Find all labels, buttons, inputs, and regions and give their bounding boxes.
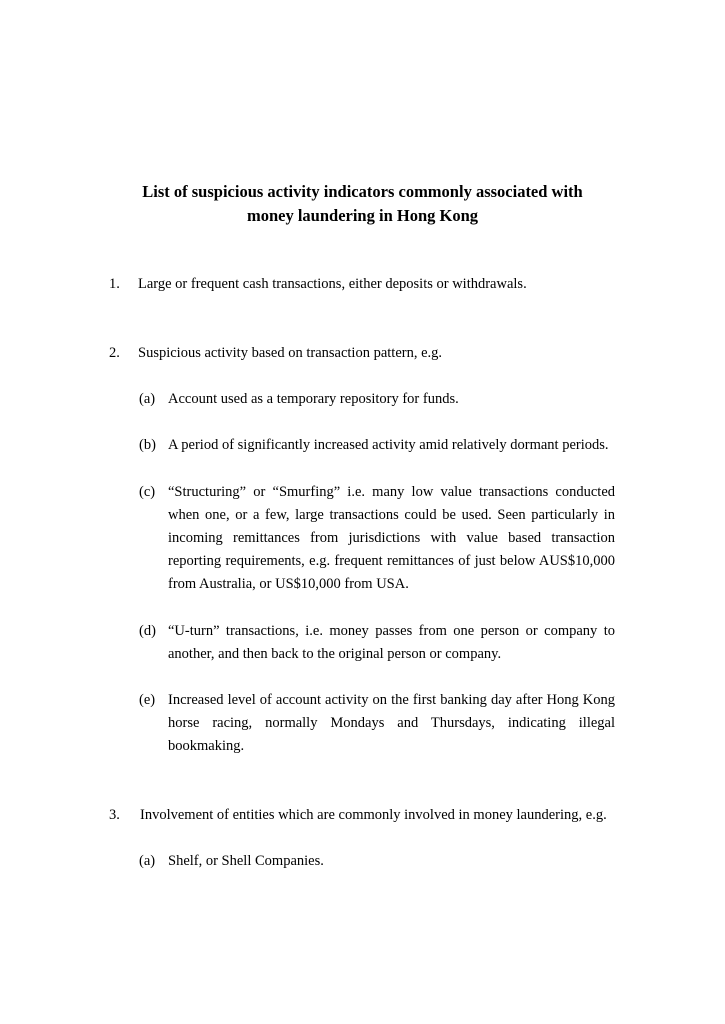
text-line: bookmaking. bbox=[168, 738, 245, 754]
text-line: when one, or a few, large transactions could be used. Seen particularly in bbox=[168, 507, 615, 523]
text-line: reporting requirements, e.g. frequent remittances of just below AUS$10,000 bbox=[168, 553, 615, 569]
sub-item-text bbox=[168, 689, 615, 758]
item-text: Large or frequent cash transactions, either deposits or withdrawals. bbox=[138, 276, 527, 292]
document-title bbox=[60, 180, 665, 228]
text-line: A period of significantly increased activity amid relatively dormant periods. bbox=[168, 437, 609, 453]
sub-item-label: (e) bbox=[139, 692, 156, 708]
sub-item-text bbox=[168, 434, 615, 457]
text-line: from Australia, or US$10,000 from USA. bbox=[168, 576, 409, 592]
item-text: Involvement of entities which are commonly involved in money laundering, e.g. bbox=[140, 807, 607, 823]
text-line: Shelf, or Shell Companies. bbox=[168, 853, 324, 869]
sub-item-text bbox=[168, 481, 615, 596]
sub-item-label: (b) bbox=[139, 437, 156, 453]
text-line: horse racing, normally Mondays and Thursdays, indicating illegal bbox=[168, 715, 615, 731]
item-text: Suspicious activity based on transaction pattern, e.g. bbox=[138, 345, 443, 361]
sub-item-text bbox=[168, 850, 615, 873]
text-line: Account used as a temporary repository for funds. bbox=[168, 391, 459, 407]
title-line-2: money laundering in Hong Kong bbox=[246, 206, 479, 225]
sub-item-label: (a) bbox=[139, 853, 156, 869]
item-number: 2. bbox=[109, 345, 120, 361]
sub-item-label: (d) bbox=[139, 623, 156, 639]
text-line: “U-turn” transactions, i.e. money passes from one person or company to bbox=[168, 623, 615, 639]
title-line-1: List of suspicious activity indicators commonly associated with bbox=[142, 182, 583, 201]
sub-item-text bbox=[168, 388, 615, 411]
text-line: “Structuring” or “Smurfing” i.e. many low value transactions conducted bbox=[168, 484, 615, 500]
sub-item-text bbox=[168, 620, 615, 666]
item-number: 1. bbox=[109, 276, 120, 292]
sub-item-label: (c) bbox=[139, 484, 156, 500]
item-number: 3. bbox=[109, 807, 120, 823]
text-line: Increased level of account activity on the first banking day after Hong Kong bbox=[168, 692, 615, 708]
text-line: incoming remittances from jurisdictions with value based transaction bbox=[168, 530, 615, 546]
sub-item-label: (a) bbox=[139, 391, 156, 407]
text-line: another, and then back to the original person or company. bbox=[168, 646, 502, 662]
